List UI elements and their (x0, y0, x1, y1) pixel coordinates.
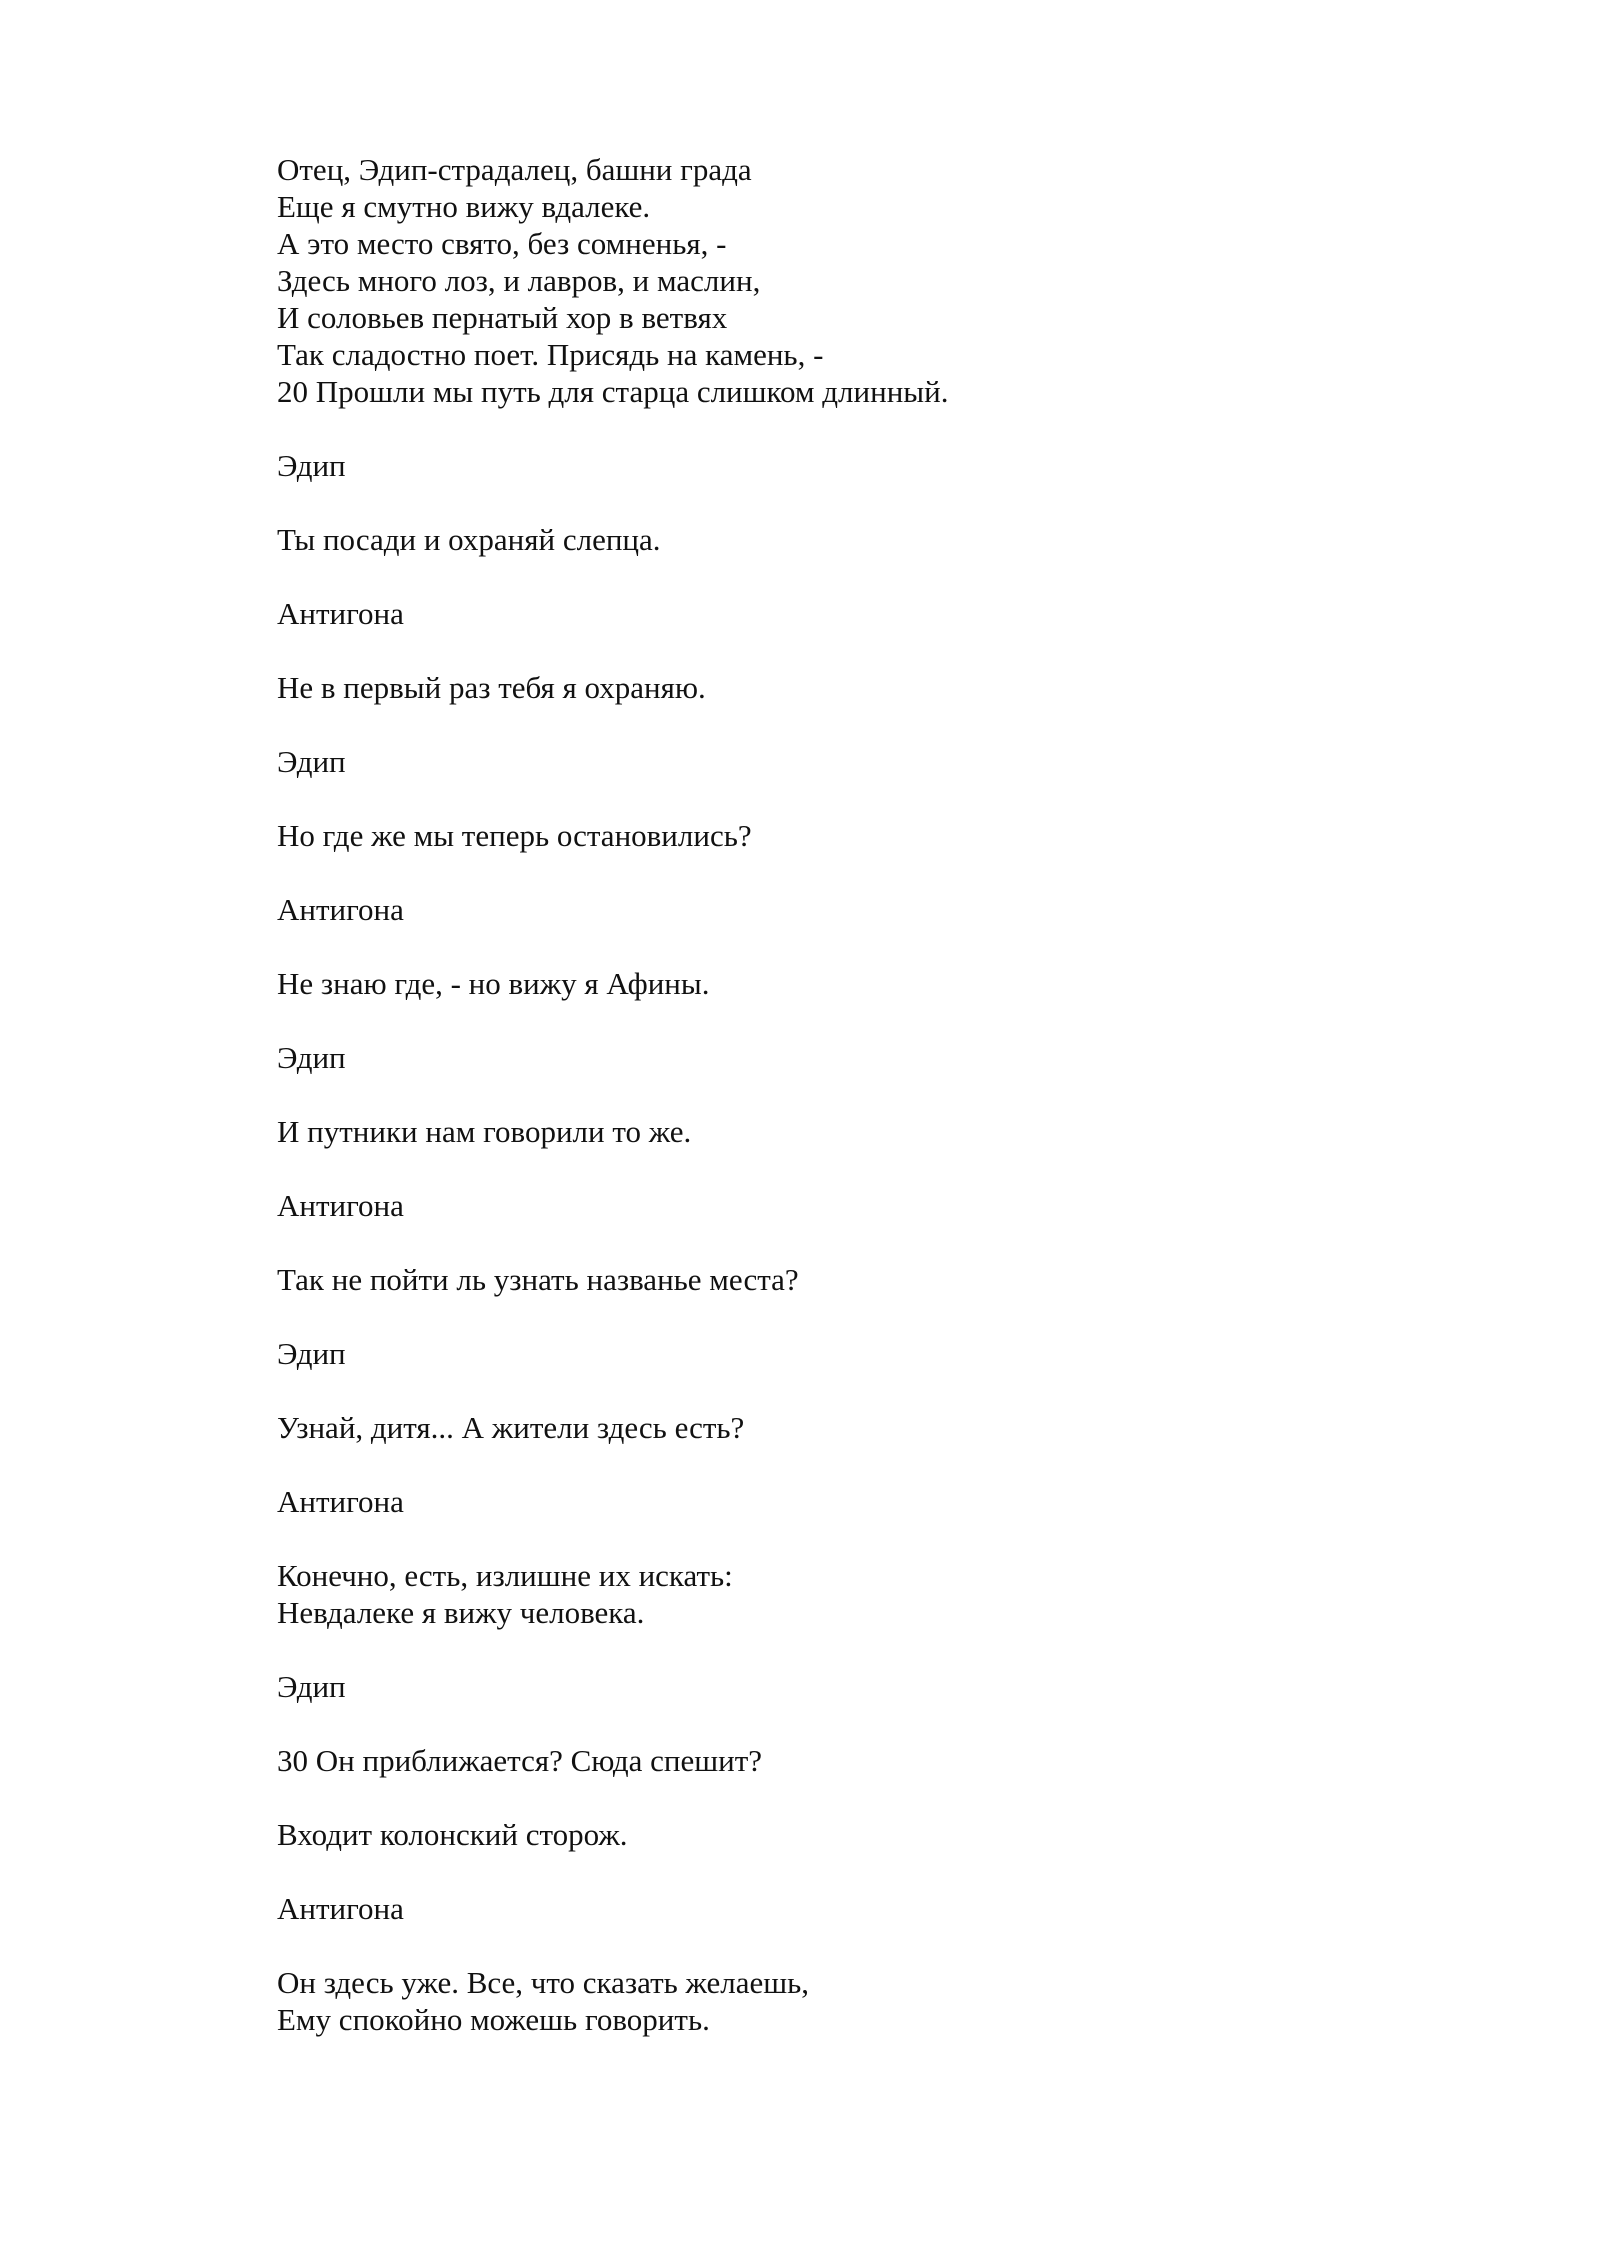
document-body (277, 151, 1600, 2038)
text-line: Отец, Эдип-страдалец, башни града (277, 152, 752, 187)
verse-block (277, 1964, 1600, 2038)
text-line: Антигона (277, 892, 404, 927)
text-line: Но где же мы теперь остановились? (277, 818, 752, 853)
paragraph-gap (277, 1520, 1600, 1557)
verse-block (277, 669, 1600, 706)
verse-block (277, 965, 1600, 1002)
paragraph-gap (277, 854, 1600, 891)
verse-block (277, 521, 1600, 558)
text-line: Так сладостно поет. Присядь на камень, - (277, 337, 824, 372)
speaker-name (277, 1890, 1600, 1927)
text-line: Эдип (277, 1336, 346, 1371)
paragraph-gap (277, 1298, 1600, 1335)
paragraph-gap (277, 1927, 1600, 1964)
speaker-name (277, 1039, 1600, 1076)
verse-block (277, 1409, 1600, 1446)
verse-block (277, 151, 1600, 410)
text-line: Не знаю где, - но вижу я Афины. (277, 966, 710, 1001)
paragraph-gap (277, 780, 1600, 817)
paragraph-gap (277, 1705, 1600, 1742)
speaker-name (277, 1668, 1600, 1705)
text-line: Эдип (277, 448, 346, 483)
text-line: Антигона (277, 1188, 404, 1223)
text-line: Ему спокойно можешь говорить. (277, 2002, 710, 2037)
text-line: Входит колонский сторож. (277, 1817, 628, 1852)
paragraph-gap (277, 1224, 1600, 1261)
text-line: И соловьев пернатый хор в ветвях (277, 300, 728, 335)
paragraph-gap (277, 632, 1600, 669)
paragraph-gap (277, 1372, 1600, 1409)
speaker-name (277, 891, 1600, 928)
text-line: Узнай, дитя... А жители здесь есть? (277, 1410, 745, 1445)
text-line: Эдип (277, 744, 346, 779)
verse-block (277, 1557, 1600, 1631)
text-line: Конечно, есть, излишне их искать: (277, 1558, 733, 1593)
text-line: Антигона (277, 1891, 404, 1926)
paragraph-gap (277, 1779, 1600, 1816)
text-line: Не в первый раз тебя я охраняю. (277, 670, 706, 705)
paragraph-gap (277, 706, 1600, 743)
speaker-name (277, 743, 1600, 780)
text-line: Здесь много лоз, и лавров, и маслин, (277, 263, 761, 298)
paragraph-gap (277, 484, 1600, 521)
paragraph-gap (277, 928, 1600, 965)
text-line: 20 Прошли мы путь для старца слишком длинный. (277, 374, 949, 409)
paragraph-gap (277, 1076, 1600, 1113)
speaker-name (277, 1335, 1600, 1372)
text-line: Он здесь уже. Все, что сказать желаешь, (277, 1965, 810, 2000)
stage-direction (277, 1816, 1600, 1853)
text-line: Ты посади и охраняй слепца. (277, 522, 661, 557)
text-line: Эдип (277, 1040, 346, 1075)
verse-block (277, 1742, 1600, 1779)
text-line: Невдалеке я вижу человека. (277, 1595, 645, 1630)
speaker-name (277, 1483, 1600, 1520)
verse-block (277, 1261, 1600, 1298)
paragraph-gap (277, 558, 1600, 595)
text-line: Еще я смутно вижу вдалеке. (277, 189, 651, 224)
speaker-name (277, 447, 1600, 484)
verse-block (277, 817, 1600, 854)
paragraph-gap (277, 1002, 1600, 1039)
paragraph-gap (277, 1150, 1600, 1187)
text-line: И путники нам говорили то же. (277, 1114, 692, 1149)
text-line: Антигона (277, 596, 404, 631)
text-line: А это место свято, без сомненья, - (277, 226, 727, 261)
speaker-name (277, 1187, 1600, 1224)
verse-block (277, 1113, 1600, 1150)
text-line: 30 Он приближается? Сюда спешит? (277, 1743, 763, 1778)
paragraph-gap (277, 410, 1600, 447)
text-line: Антигона (277, 1484, 404, 1519)
paragraph-gap (277, 1853, 1600, 1890)
text-line: Так не пойти ль узнать названье места? (277, 1262, 799, 1297)
paragraph-gap (277, 1631, 1600, 1668)
speaker-name (277, 595, 1600, 632)
text-line: Эдип (277, 1669, 346, 1704)
paragraph-gap (277, 1446, 1600, 1483)
